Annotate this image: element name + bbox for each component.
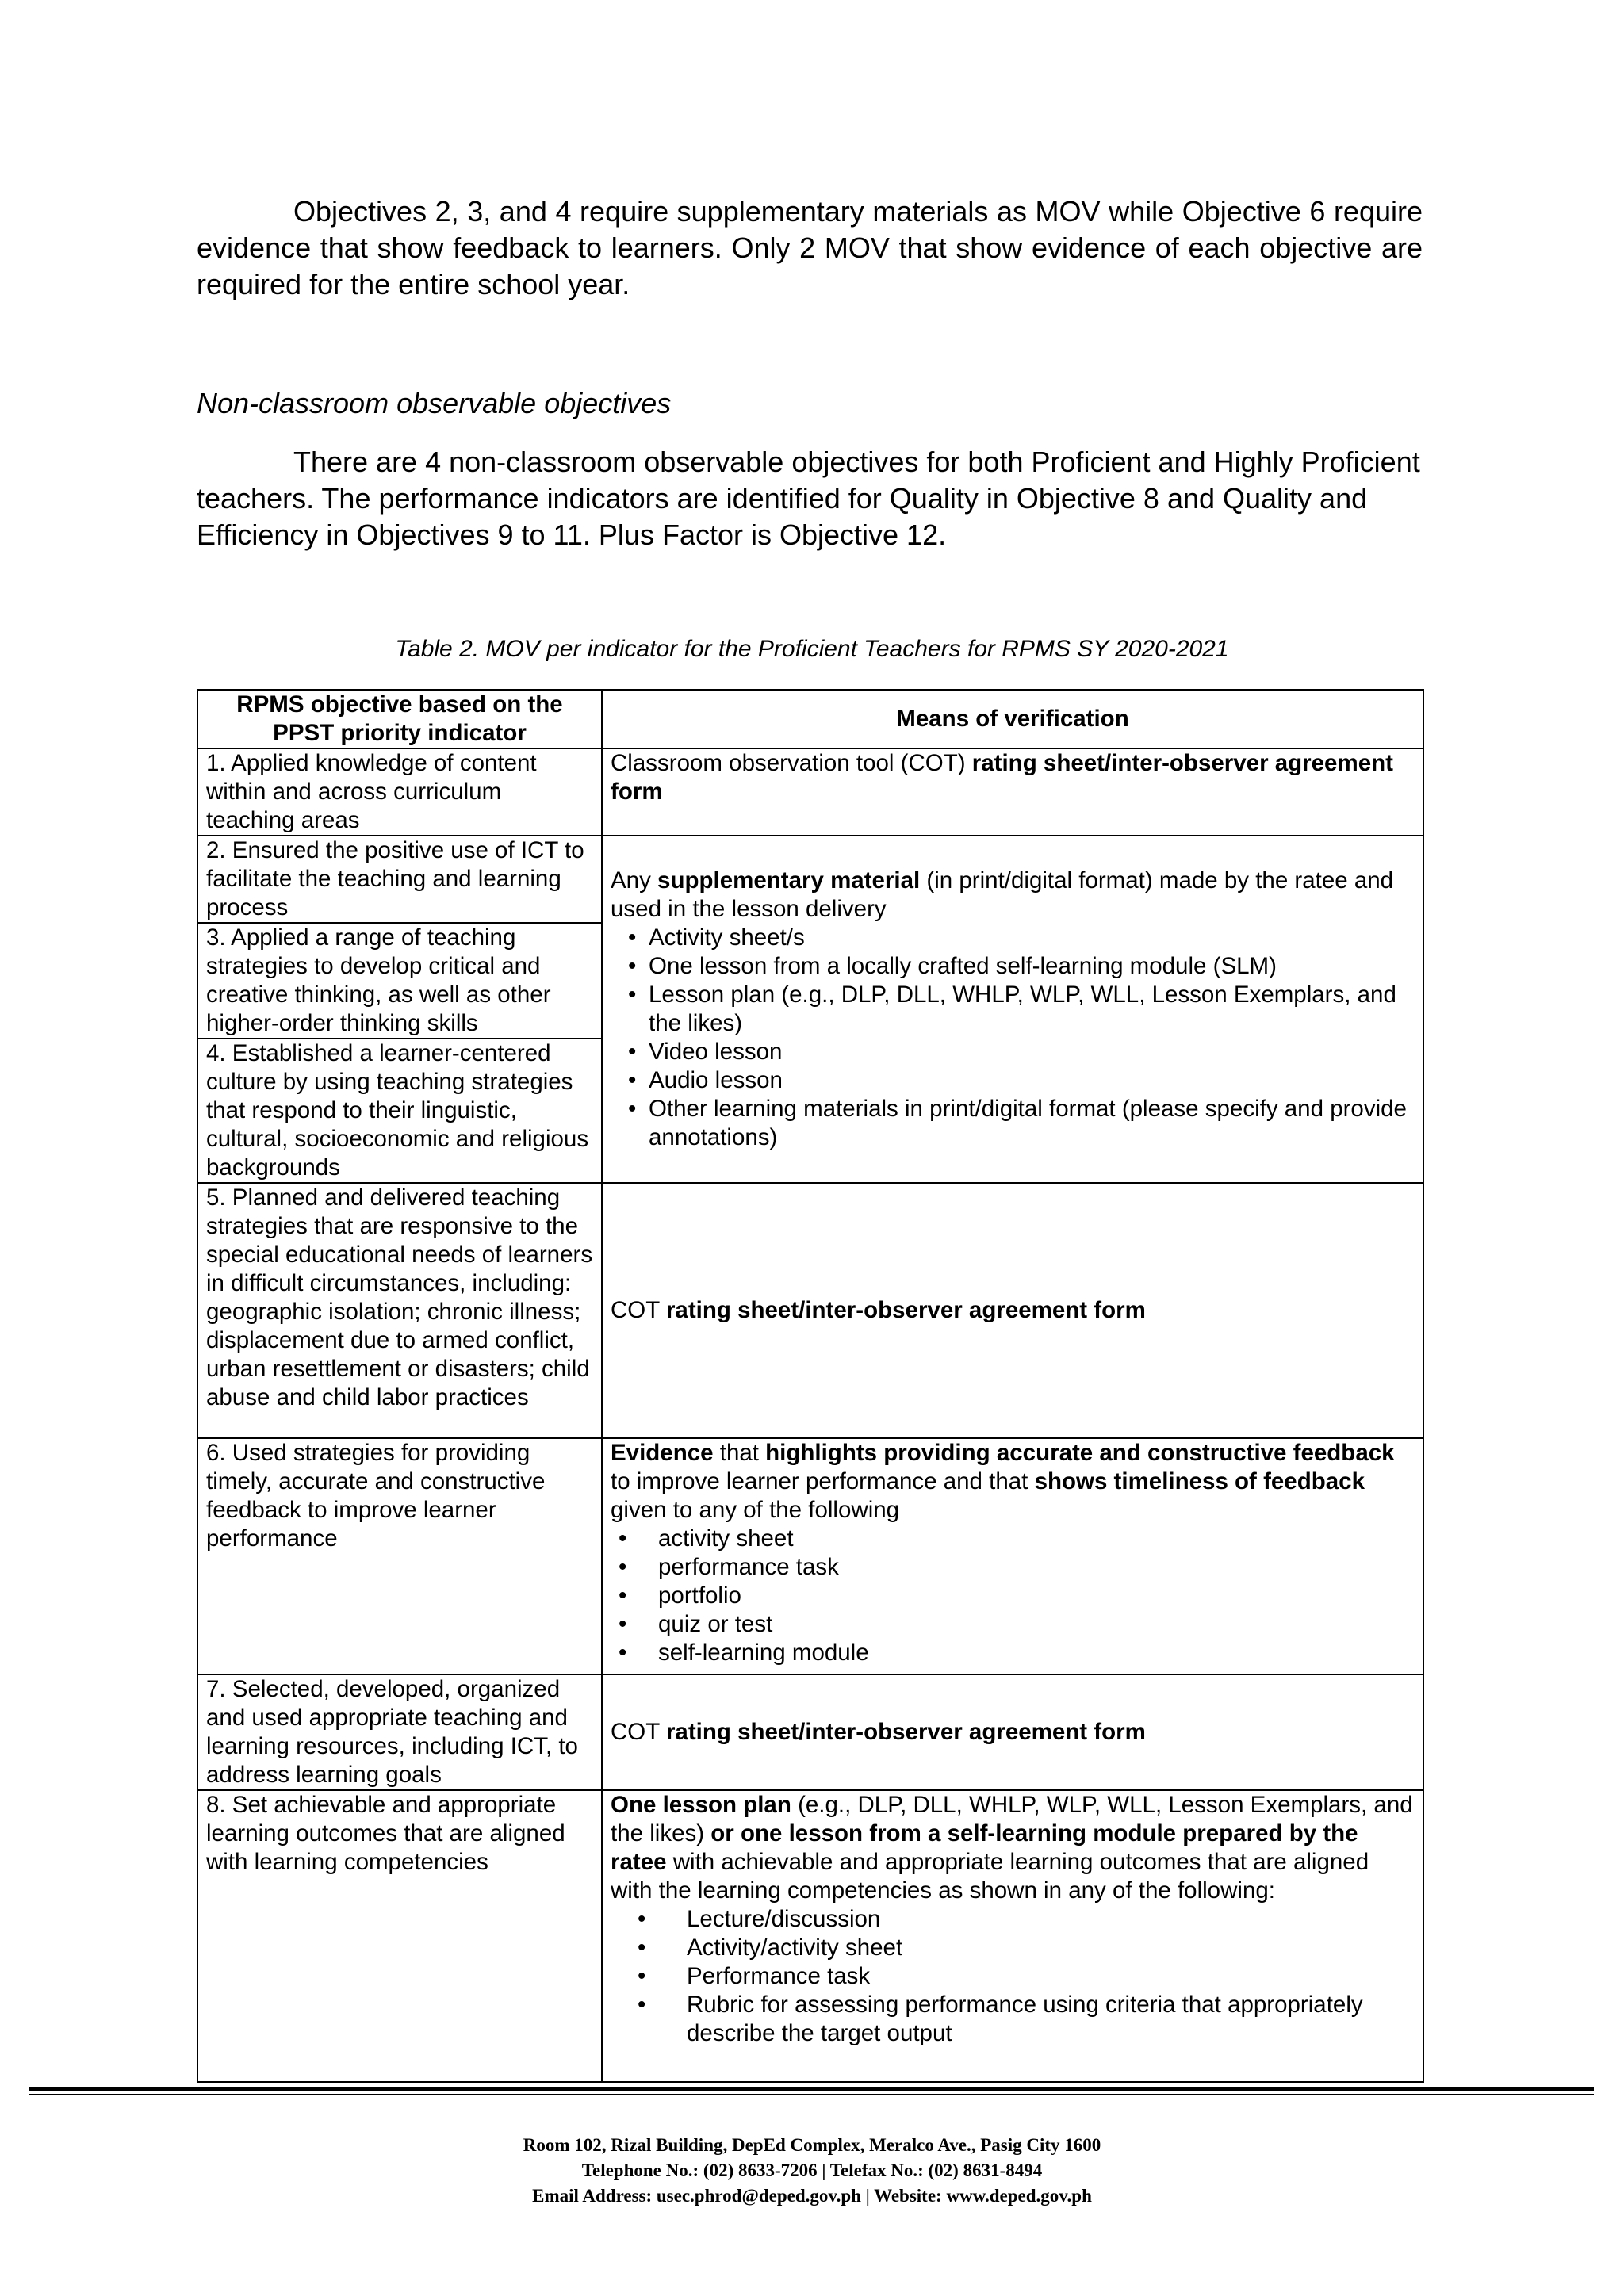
mov-cell: Evidence that highlights providing accurate and constructive feedback to improve learner performance and that shows timeliness of feedback given to any of the following • activity sheet • performance task • portfolio • quiz or test • self-learning module — [602, 1438, 1423, 1674]
objective-cell: 1. Applied knowledge of content within and across curriculum teaching areas — [197, 748, 602, 836]
objective-cell: 3. Applied a range of teaching strategies to develop critical and creative thinking, as well as other higher-order thinking skills — [197, 923, 602, 1039]
mov-cell: One lesson plan (e.g., DLP, DLL, WHLP, WLP, WLL, Lesson Exemplars, and the likes) or one lesson from a self-learning module prepared by the ratee with achievable and appropriate learning outcomes that are aligned with the learning competencies as shown in any of the following: • Lecture/discussion • Activity/activity sheet • Performance task • Rubric for assessing performance using criteria that appropriately describe the target output — [602, 1790, 1423, 2082]
objective-cell: 8. Set achievable and appropriate learning outcomes that are aligned with learning competencies — [197, 1790, 602, 2082]
objective-cell: 2. Ensured the positive use of ICT to facilitate the teaching and learning process — [197, 836, 602, 923]
list-item: • Activity/activity sheet — [687, 1934, 1415, 1962]
mov-list — [611, 1905, 1415, 2048]
objective-cell: 6. Used strategies for providing timely, accurate and constructive feedback to improve learner performance — [197, 1438, 602, 1674]
list-item: • performance task — [658, 1553, 1415, 1582]
mov-list — [611, 924, 1415, 1152]
list-item: • quiz or test — [658, 1610, 1415, 1639]
footer-phone: Telephone No.: (02) 8633-7206 | Telefax No.: (02) 8631-8494 — [581, 2160, 1043, 2180]
table-row — [197, 1438, 1423, 1674]
table-row — [197, 1790, 1423, 2082]
list-item: • Lesson plan (e.g., DLP, DLL, WHLP, WLP, WLL, Lesson Exemplars, and the likes) — [649, 981, 1415, 1038]
list-item: • Video lesson — [649, 1038, 1415, 1066]
footer-address: Room 102, Rizal Building, DepEd Complex, Meralco Ave., Pasig City 1600 — [523, 2135, 1101, 2155]
list-item: • portfolio — [658, 1582, 1415, 1610]
list-item: • activity sheet — [658, 1525, 1415, 1553]
objective-cell: 4. Established a learner-centered culture by using teaching strategies that respond to their linguistic, cultural, socioeconomic and religious backgrounds — [197, 1039, 602, 1183]
mov-list — [611, 1525, 1415, 1667]
list-item: • Lecture/discussion — [687, 1905, 1415, 1934]
mov-table — [197, 689, 1424, 2083]
mov-cell: Classroom observation tool (COT) rating sheet/inter-observer agreement form — [602, 748, 1423, 836]
footer-contact: Email Address: usec.phrod@deped.gov.ph | Website: www.deped.gov.ph — [532, 2186, 1092, 2206]
table-row — [197, 836, 1423, 923]
intro-paragraph-2: There are 4 non-classroom observable objectives for both Proficient and Highly Proficient teachers. The performance indicators are identified for Quality in Objective 8 and Quality and Efficiency in Objectives 9 to 11. Plus Factor is Objective 12. — [197, 446, 1420, 551]
mov-cell: COT rating sheet/inter-observer agreement form — [602, 1674, 1423, 1790]
mov-cell: Any supplementary material (in print/digital format) made by the ratee and used in the lesson delivery • Activity sheet/s • One lesson from a locally crafted self-learning module (SLM) • Lesson plan (e.g., DLP, DLL, WHLP, WLP, WLL, Lesson Exemplars, and the likes) • Video lesson • Audio lesson • Other learning materials in print/digital format (please specify and provide annotations) — [602, 836, 1423, 1183]
list-item: • Activity sheet/s — [649, 924, 1415, 952]
footer-divider-thin — [29, 2094, 1594, 2095]
header-mov: Means of verification — [602, 690, 1423, 748]
list-item: • One lesson from a locally crafted self-learning module (SLM) — [649, 952, 1415, 981]
intro-paragraph-1: Objectives 2, 3, and 4 require supplementary materials as MOV while Objective 6 require evidence that show feedback to learners. Only 2 MOV that show evidence of each objective are required for the entire school year. — [197, 195, 1423, 300]
table-caption: Table 2. MOV per indicator for the Proficient Teachers for RPMS SY 2020-2021 — [395, 636, 1229, 662]
table-row — [197, 748, 1423, 836]
section-heading: Non-classroom observable objectives — [197, 387, 672, 419]
header-objective: RPMS objective based on the PPST priority indicator — [197, 690, 602, 748]
list-item: • Other learning materials in print/digital format (please specify and provide annotations) — [649, 1095, 1415, 1152]
list-item: • Rubric for assessing performance using criteria that appropriately describe the target output — [687, 1991, 1415, 2048]
objective-cell: 7. Selected, developed, organized and used appropriate teaching and learning resources, including ICT, to address learning goals — [197, 1674, 602, 1790]
list-item: • Performance task — [687, 1962, 1415, 1991]
table-header-row — [197, 690, 1423, 748]
table-row — [197, 1183, 1423, 1438]
list-item: • self-learning module — [658, 1639, 1415, 1667]
footer-divider-thick — [29, 2087, 1594, 2091]
table-row — [197, 1674, 1423, 1790]
mov-cell: COT rating sheet/inter-observer agreement form — [602, 1183, 1423, 1438]
objective-cell: 5. Planned and delivered teaching strategies that are responsive to the special educational needs of learners in difficult circumstances, including: geographic isolation; chronic illness; displacement due to armed conflict, urban resettlement or disasters; child abuse and child labor practices — [197, 1183, 602, 1438]
list-item: • Audio lesson — [649, 1066, 1415, 1095]
